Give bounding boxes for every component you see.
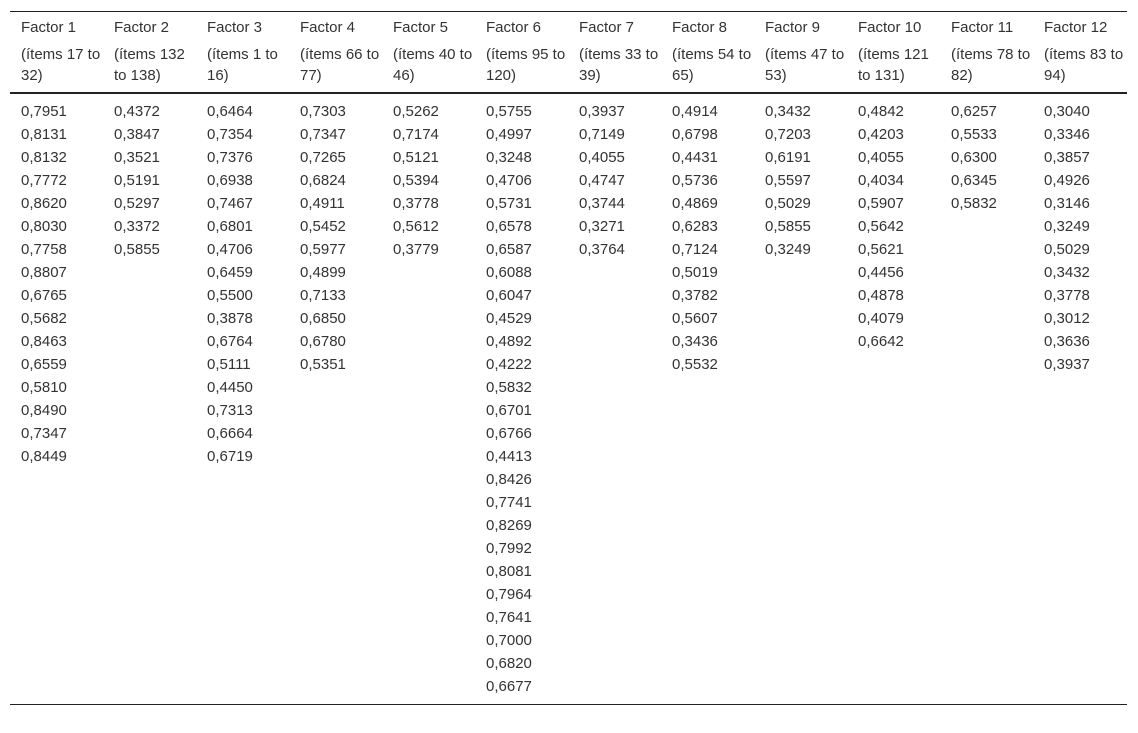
loading-value: 0,8463 <box>21 333 67 350</box>
loading-value: 0,3436 <box>672 333 718 350</box>
factor-name: Factor 5 <box>393 19 449 36</box>
loading-value: 0,5621 <box>858 241 904 258</box>
loading-value: 0,7964 <box>486 586 532 603</box>
column-header-factor-3 <box>196 12 289 94</box>
factor-column-values-1 <box>10 93 103 705</box>
factor-name: Factor 1 <box>21 19 77 36</box>
factor-name: Factor 3 <box>207 19 263 36</box>
loading-value: 0,3521 <box>114 149 160 166</box>
item-range: (ítems 66 to 77) <box>300 46 380 84</box>
loading-value: 0,7772 <box>21 172 67 189</box>
factor-name: Factor 2 <box>114 19 170 36</box>
loading-value: 0,3372 <box>114 218 160 235</box>
loading-value: 0,5500 <box>207 287 253 304</box>
column-header-factor-11 <box>940 12 1033 94</box>
loading-value: 0,3249 <box>765 241 811 258</box>
loading-value: 0,7149 <box>579 126 625 143</box>
factor-column-values-5 <box>382 93 475 705</box>
loading-value: 0,3847 <box>114 126 160 143</box>
loading-value: 0,4055 <box>858 149 904 166</box>
loading-value: 0,6764 <box>207 333 253 350</box>
item-range: (ítems 83 to 94) <box>1044 46 1124 84</box>
loading-value: 0,4222 <box>486 356 532 373</box>
loading-value: 0,4899 <box>300 264 346 281</box>
loading-value: 0,5262 <box>393 103 439 120</box>
item-range: (ítems 17 to 32) <box>21 46 101 84</box>
column-header-factor-8 <box>661 12 754 94</box>
factor-name: Factor 4 <box>300 19 356 36</box>
loading-value: 0,6191 <box>765 149 811 166</box>
loading-value: 0,7133 <box>300 287 346 304</box>
loading-value: 0,6587 <box>486 241 532 258</box>
loading-value: 0,7641 <box>486 609 532 626</box>
factor-column-values-12 <box>1033 93 1127 705</box>
column-header-factor-4 <box>289 12 382 94</box>
loading-value: 0,6464 <box>207 103 253 120</box>
loading-value: 0,6719 <box>207 448 253 465</box>
loading-value: 0,5832 <box>486 379 532 396</box>
loading-value: 0,6938 <box>207 172 253 189</box>
loading-value: 0,4431 <box>672 149 718 166</box>
loading-value: 0,7303 <box>300 103 346 120</box>
loading-value: 0,4055 <box>579 149 625 166</box>
table-row <box>10 93 1127 705</box>
loading-value: 0,6300 <box>951 149 997 166</box>
loading-value: 0,5533 <box>951 126 997 143</box>
loading-value: 0,5029 <box>765 195 811 212</box>
loading-value: 0,4706 <box>486 172 532 189</box>
loading-value: 0,5855 <box>765 218 811 235</box>
loading-value: 0,6578 <box>486 218 532 235</box>
loading-value: 0,8132 <box>21 149 67 166</box>
item-range: (ítems 78 to 82) <box>951 46 1031 84</box>
loading-value: 0,5532 <box>672 356 718 373</box>
item-range: (ítems 121 to 131) <box>858 46 929 84</box>
loading-value: 0,3878 <box>207 310 253 327</box>
loading-value: 0,5452 <box>300 218 346 235</box>
loading-value: 0,6820 <box>486 655 532 672</box>
loading-value: 0,4413 <box>486 448 532 465</box>
loading-value: 0,4450 <box>207 379 253 396</box>
loading-value: 0,6047 <box>486 287 532 304</box>
loading-value: 0,6824 <box>300 172 346 189</box>
item-range: (ítems 47 to 53) <box>765 46 845 84</box>
item-range: (ítems 95 to 120) <box>486 46 566 84</box>
factor-loadings-table <box>10 11 1127 705</box>
loading-value: 0,7000 <box>486 632 532 649</box>
table-body <box>10 93 1127 705</box>
loading-value: 0,6798 <box>672 126 718 143</box>
loading-value: 0,6642 <box>858 333 904 350</box>
loading-value: 0,4878 <box>858 287 904 304</box>
factor-name: Factor 11 <box>951 19 1014 36</box>
loading-value: 0,3782 <box>672 287 718 304</box>
loading-value: 0,3146 <box>1044 195 1090 212</box>
loading-value: 0,4914 <box>672 103 718 120</box>
loading-value: 0,3636 <box>1044 333 1090 350</box>
loading-value: 0,8807 <box>21 264 67 281</box>
loading-value: 0,5607 <box>672 310 718 327</box>
item-range: (ítems 33 to 39) <box>579 46 659 84</box>
loading-value: 0,3857 <box>1044 149 1090 166</box>
factor-name: Factor 8 <box>672 19 728 36</box>
factor-name: Factor 7 <box>579 19 635 36</box>
factor-name: Factor 6 <box>486 19 542 36</box>
loading-value: 0,5351 <box>300 356 346 373</box>
factor-column-values-7 <box>568 93 661 705</box>
loading-value: 0,6801 <box>207 218 253 235</box>
loading-value: 0,3249 <box>1044 218 1090 235</box>
loading-value: 0,4926 <box>1044 172 1090 189</box>
loading-value: 0,8449 <box>21 448 67 465</box>
loading-value: 0,4706 <box>207 241 253 258</box>
loading-value: 0,5297 <box>114 195 160 212</box>
loading-value: 0,5019 <box>672 264 718 281</box>
loading-value: 0,4456 <box>858 264 904 281</box>
loading-value: 0,5029 <box>1044 241 1090 258</box>
loading-value: 0,5832 <box>951 195 997 212</box>
loading-value: 0,7313 <box>207 402 253 419</box>
column-header-factor-5 <box>382 12 475 94</box>
loading-value: 0,5394 <box>393 172 439 189</box>
factor-name: Factor 12 <box>1044 19 1108 36</box>
loading-value: 0,7354 <box>207 126 253 143</box>
loading-value: 0,6701 <box>486 402 532 419</box>
header-row <box>10 12 1127 94</box>
loading-value: 0,7741 <box>486 494 532 511</box>
loading-value: 0,5855 <box>114 241 160 258</box>
loading-value: 0,6088 <box>486 264 532 281</box>
loading-value: 0,3937 <box>579 103 625 120</box>
loading-value: 0,7265 <box>300 149 346 166</box>
loading-value: 0,7203 <box>765 126 811 143</box>
loading-value: 0,4529 <box>486 310 532 327</box>
loading-value: 0,5642 <box>858 218 904 235</box>
loading-value: 0,5111 <box>207 356 251 373</box>
factor-column-values-3 <box>196 93 289 705</box>
loading-value: 0,6850 <box>300 310 346 327</box>
loading-value: 0,4892 <box>486 333 532 350</box>
loading-value: 0,7467 <box>207 195 253 212</box>
loading-value: 0,4747 <box>579 172 625 189</box>
column-header-factor-6 <box>475 12 568 94</box>
loading-value: 0,6780 <box>300 333 346 350</box>
loading-value: 0,6257 <box>951 103 997 120</box>
loading-value: 0,8490 <box>21 402 67 419</box>
loading-value: 0,4911 <box>300 195 345 212</box>
loading-value: 0,3778 <box>393 195 439 212</box>
loading-value: 0,8081 <box>486 563 532 580</box>
item-range: (ítems 132 to 138) <box>114 46 185 84</box>
loading-value: 0,7347 <box>300 126 346 143</box>
loading-value: 0,5810 <box>21 379 67 396</box>
factor-column-values-10 <box>847 93 940 705</box>
loading-value: 0,6765 <box>21 287 67 304</box>
loading-value: 0,4372 <box>114 103 160 120</box>
column-header-factor-10 <box>847 12 940 94</box>
loading-value: 0,3040 <box>1044 103 1090 120</box>
item-range: (ítems 54 to 65) <box>672 46 752 84</box>
factor-column-values-11 <box>940 93 1033 705</box>
loading-value: 0,3248 <box>486 149 532 166</box>
loading-value: 0,5121 <box>393 149 439 166</box>
factor-loadings-table-wrapper <box>10 11 1127 705</box>
loading-value: 0,3432 <box>765 103 811 120</box>
loading-value: 0,7347 <box>21 425 67 442</box>
table-header <box>10 12 1127 94</box>
factor-name: Factor 10 <box>858 19 922 36</box>
loading-value: 0,8030 <box>21 218 67 235</box>
loading-value: 0,5597 <box>765 172 811 189</box>
loading-value: 0,8269 <box>486 517 532 534</box>
factor-column-values-9 <box>754 93 847 705</box>
loading-value: 0,3346 <box>1044 126 1090 143</box>
loading-value: 0,3271 <box>579 218 625 235</box>
loading-value: 0,6664 <box>207 425 253 442</box>
loading-value: 0,3937 <box>1044 356 1090 373</box>
loading-value: 0,3779 <box>393 241 439 258</box>
loading-value: 0,3764 <box>579 241 625 258</box>
loading-value: 0,6283 <box>672 218 718 235</box>
loading-value: 0,7951 <box>21 103 67 120</box>
loading-value: 0,5907 <box>858 195 904 212</box>
loading-value: 0,7124 <box>672 241 718 258</box>
factor-column-values-8 <box>661 93 754 705</box>
loading-value: 0,8131 <box>21 126 67 143</box>
loading-value: 0,5755 <box>486 103 532 120</box>
loading-value: 0,6766 <box>486 425 532 442</box>
loading-value: 0,5191 <box>114 172 160 189</box>
loading-value: 0,4079 <box>858 310 904 327</box>
column-header-factor-2 <box>103 12 196 94</box>
loading-value: 0,5736 <box>672 172 718 189</box>
loading-value: 0,3778 <box>1044 287 1090 304</box>
loading-value: 0,6459 <box>207 264 253 281</box>
loading-value: 0,7758 <box>21 241 67 258</box>
column-header-factor-12 <box>1033 12 1127 94</box>
loading-value: 0,4869 <box>672 195 718 212</box>
factor-column-values-4 <box>289 93 382 705</box>
column-header-factor-9 <box>754 12 847 94</box>
loading-value: 0,5731 <box>486 195 532 212</box>
factor-name: Factor 9 <box>765 19 821 36</box>
loading-value: 0,6559 <box>21 356 67 373</box>
loading-value: 0,5682 <box>21 310 67 327</box>
loading-value: 0,8620 <box>21 195 67 212</box>
loading-value: 0,8426 <box>486 471 532 488</box>
loading-value: 0,7992 <box>486 540 532 557</box>
loading-value: 0,4997 <box>486 126 532 143</box>
loading-value: 0,7376 <box>207 149 253 166</box>
loading-value: 0,4034 <box>858 172 904 189</box>
loading-value: 0,3012 <box>1044 310 1090 327</box>
loading-value: 0,6677 <box>486 678 532 695</box>
loading-value: 0,3744 <box>579 195 625 212</box>
item-range: (ítems 40 to 46) <box>393 46 473 84</box>
loading-value: 0,5612 <box>393 218 439 235</box>
loading-value: 0,7174 <box>393 126 439 143</box>
loading-value: 0,4842 <box>858 103 904 120</box>
column-header-factor-1 <box>10 12 103 94</box>
loading-value: 0,4203 <box>858 126 904 143</box>
factor-column-values-2 <box>103 93 196 705</box>
item-range: (ítems 1 to 16) <box>207 46 278 84</box>
column-header-factor-7 <box>568 12 661 94</box>
loading-value: 0,6345 <box>951 172 997 189</box>
loading-value: 0,5977 <box>300 241 346 258</box>
factor-column-values-6 <box>475 93 568 705</box>
loading-value: 0,3432 <box>1044 264 1090 281</box>
